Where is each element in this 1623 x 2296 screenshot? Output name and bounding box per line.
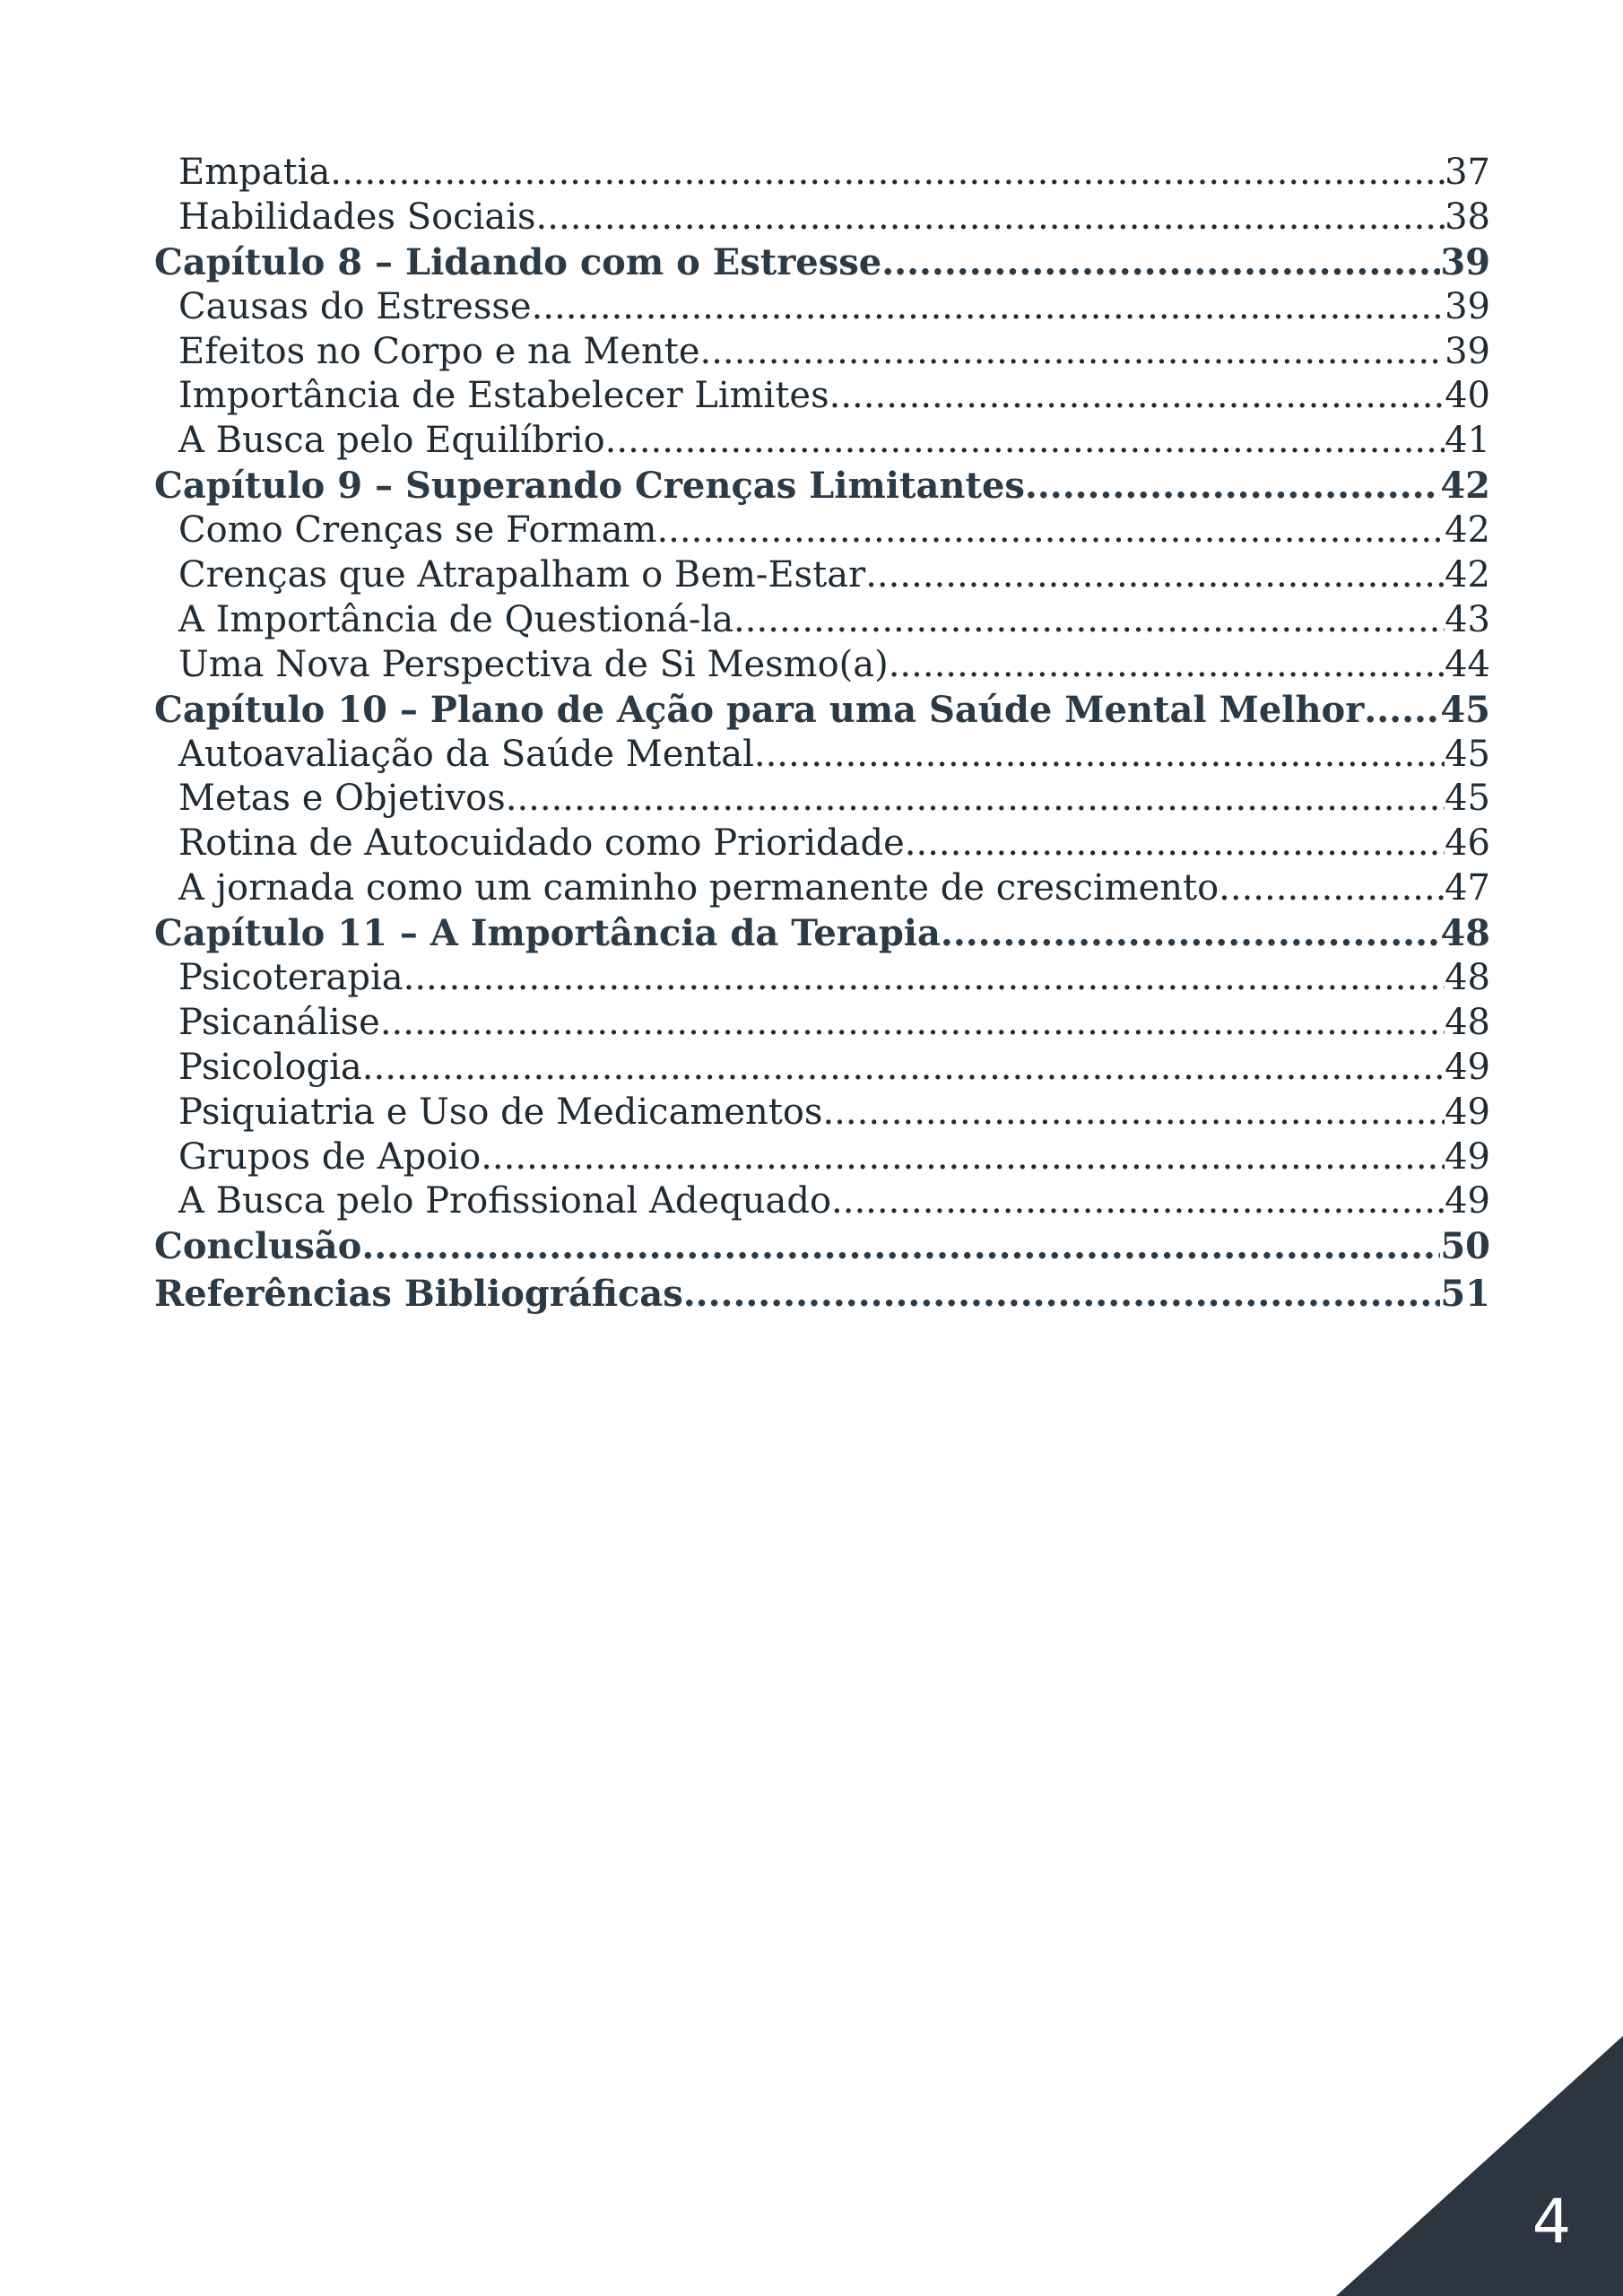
toc-leader-dots — [362, 1046, 1445, 1091]
toc-entry-page: 43 — [1445, 598, 1490, 640]
toc-chapter-11[interactable] — [154, 911, 1490, 956]
toc-leader-dots — [941, 911, 1440, 956]
toc-leader-dots — [404, 956, 1445, 1001]
toc-entry-page: 49 — [1445, 1091, 1490, 1133]
toc-entry-page: 48 — [1445, 957, 1490, 999]
toc-entry-page: 50 — [1440, 1225, 1490, 1268]
toc-entry-label: Habilidades Sociais — [178, 196, 536, 238]
toc-entry-page: 45 — [1445, 733, 1490, 775]
toc-entry-rotina-autocuidado[interactable] — [154, 822, 1490, 866]
toc-chapter-8[interactable] — [154, 240, 1490, 285]
toc-leader-dots — [889, 643, 1445, 688]
toc-leader-dots — [361, 1224, 1440, 1269]
page-number: 4 — [1532, 2187, 1571, 2257]
toc-entry-label: A Busca pelo Profissional Adequado — [178, 1180, 832, 1222]
toc-entry-page: 48 — [1445, 1001, 1490, 1043]
toc-leader-dots — [605, 419, 1445, 464]
toc-entry-page: 39 — [1440, 240, 1490, 283]
toc-entry-label: Capítulo 11 – A Importância da Terapia — [154, 912, 941, 955]
toc-entry-habilidades-sociais[interactable] — [154, 196, 1490, 240]
toc-entry-page: 42 — [1440, 465, 1490, 508]
toc-entry-page: 40 — [1445, 375, 1490, 417]
toc-leader-dots — [683, 1269, 1441, 1319]
toc-entry-label: Uma Nova Perspectiva de Si Mesmo(a) — [178, 643, 889, 685]
toc-entry-page: 39 — [1445, 330, 1490, 372]
toc-entry-label: Capítulo 10 – Plano de Ação para uma Saúde Mental Melhor — [154, 688, 1365, 731]
toc-entry-label: Causas do Estresse — [178, 285, 532, 327]
toc-entry-page: 51 — [1440, 1273, 1490, 1316]
toc-entry-psicologia[interactable] — [154, 1046, 1490, 1091]
toc-entry-label: Autoavaliação da Saúde Mental — [178, 733, 754, 775]
toc-entry-page: 45 — [1445, 778, 1490, 820]
toc-entry-page: 49 — [1445, 1180, 1490, 1222]
toc-entry-efeitos-no-corpo[interactable] — [154, 330, 1490, 375]
toc-entry-page: 42 — [1445, 554, 1490, 596]
toc-entry-label: Grupos de Apoio — [178, 1135, 482, 1178]
toc-entry-page: 38 — [1445, 196, 1490, 238]
toc-entry-page: 44 — [1445, 643, 1490, 685]
toc-leader-dots — [865, 553, 1445, 598]
toc-entry-como-crencas-se-formam[interactable] — [154, 509, 1490, 553]
toc-leader-dots — [330, 151, 1445, 196]
toc-leader-dots — [831, 1179, 1445, 1224]
toc-entry-page: 48 — [1440, 912, 1490, 955]
toc-entry-estabelecer-limites[interactable] — [154, 374, 1490, 419]
toc-entry-label: A Busca pelo Equilíbrio — [178, 420, 605, 462]
toc-leader-dots — [532, 285, 1445, 330]
toc-entry-label: A Importância de Questioná-la — [178, 598, 734, 640]
toc-entry-grupos-apoio[interactable] — [154, 1135, 1490, 1180]
toc-entry-label: Empatia — [178, 152, 331, 193]
toc-leader-dots — [905, 822, 1445, 866]
toc-leader-dots — [536, 196, 1445, 240]
toc-leader-dots — [733, 598, 1445, 643]
toc-entry-autoavaliacao[interactable] — [154, 733, 1490, 778]
toc-leader-dots — [481, 1135, 1445, 1180]
toc-entry-psicoterapia[interactable] — [154, 956, 1490, 1001]
toc-entry-page: 37 — [1445, 152, 1490, 193]
toc-entry-nova-perspectiva[interactable] — [154, 643, 1490, 688]
page-corner-triangle — [1336, 2036, 1623, 2296]
toc-leader-dots — [754, 733, 1445, 778]
table-of-contents — [154, 151, 1490, 1319]
toc-conclusao[interactable] — [154, 1224, 1490, 1269]
toc-entry-empatia[interactable] — [154, 151, 1490, 196]
toc-entry-label: Referências Bibliográficas — [154, 1273, 683, 1316]
toc-leader-dots — [1219, 866, 1445, 911]
toc-entry-label: Importância de Estabelecer Limites — [178, 375, 829, 417]
toc-leader-dots — [506, 777, 1445, 822]
toc-entry-psiquiatria[interactable] — [154, 1091, 1490, 1135]
toc-entry-metas-objetivos[interactable] — [154, 777, 1490, 822]
toc-entry-label: Crenças que Atrapalham o Bem-Estar — [178, 554, 866, 596]
toc-leader-dots — [822, 1091, 1445, 1135]
toc-entry-label: Metas e Objetivos — [178, 778, 506, 820]
toc-entry-causas-do-estresse[interactable] — [154, 285, 1490, 330]
toc-entry-page: 39 — [1445, 285, 1490, 327]
toc-entry-label: Conclusão — [154, 1225, 362, 1268]
toc-leader-dots — [656, 509, 1445, 553]
toc-entry-label: Psiquiatria e Uso de Medicamentos — [178, 1091, 823, 1133]
toc-entry-page: 49 — [1445, 1135, 1490, 1178]
toc-entry-page: 49 — [1445, 1046, 1490, 1088]
toc-entry-label: Psicanálise — [178, 1001, 380, 1043]
toc-entry-label: Psicologia — [178, 1046, 362, 1088]
toc-entry-label: Efeitos no Corpo e na Mente — [178, 330, 700, 372]
toc-referencias[interactable] — [154, 1269, 1490, 1319]
toc-entry-label: Psicoterapia — [178, 957, 404, 999]
toc-entry-profissional-adequado[interactable] — [154, 1179, 1490, 1224]
toc-leader-dots — [1025, 464, 1440, 509]
toc-chapter-9[interactable] — [154, 464, 1490, 509]
toc-leader-dots — [829, 374, 1445, 419]
toc-entry-page: 45 — [1440, 688, 1490, 731]
toc-entry-label: Como Crenças se Formam — [178, 509, 657, 552]
toc-leader-dots — [699, 330, 1445, 375]
toc-entry-page: 46 — [1445, 822, 1490, 865]
toc-chapter-10[interactable] — [154, 688, 1490, 733]
toc-leader-dots — [881, 240, 1440, 285]
toc-entry-page: 42 — [1445, 509, 1490, 552]
toc-entry-label: A jornada como um caminho permanente de crescimento — [178, 867, 1219, 909]
corner-triangle-shape — [1336, 2036, 1623, 2296]
toc-entry-page: 47 — [1445, 867, 1490, 909]
toc-entry-questiona-la[interactable] — [154, 598, 1490, 643]
toc-entry-jornada-crescimento[interactable] — [154, 866, 1490, 911]
toc-entry-page: 41 — [1445, 420, 1490, 462]
toc-entry-label: Capítulo 8 – Lidando com o Estresse — [154, 240, 882, 283]
toc-leader-dots — [380, 1001, 1445, 1046]
toc-entry-crencas-bem-estar[interactable] — [154, 553, 1490, 598]
toc-entry-psicanalise[interactable] — [154, 1001, 1490, 1046]
toc-entry-label: Capítulo 9 – Superando Crenças Limitantes — [154, 465, 1025, 508]
toc-leader-dots — [1364, 688, 1440, 733]
toc-entry-label: Rotina de Autocuidado como Prioridade — [178, 822, 905, 865]
toc-entry-busca-equilibrio[interactable] — [154, 419, 1490, 464]
